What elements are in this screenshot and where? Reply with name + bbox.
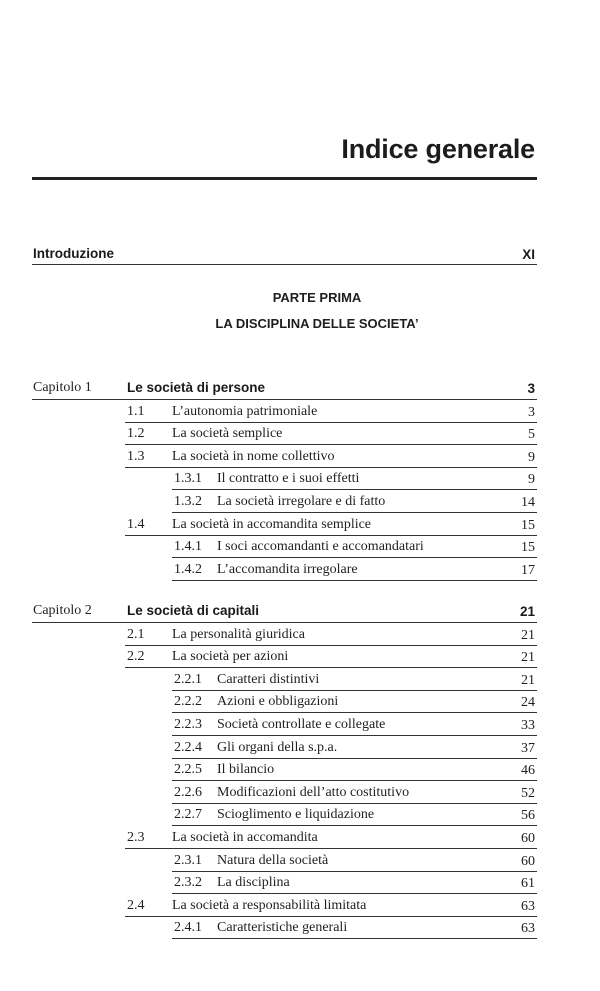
entry-title: Il bilancio xyxy=(217,762,275,778)
entry-page: 9 xyxy=(528,449,535,465)
entry-page: 3 xyxy=(528,404,535,420)
chapter-heading-row[interactable] xyxy=(32,377,537,400)
entry-number: 2.2.1 xyxy=(174,671,202,687)
toc-subsection-row[interactable] xyxy=(172,690,537,713)
entry-title: Società controllate e collegate xyxy=(217,717,386,732)
entry-page: 14 xyxy=(521,495,535,510)
toc-subsection-row[interactable] xyxy=(172,781,537,804)
toc-subsection-row[interactable] xyxy=(172,871,537,894)
entry-page: 61 xyxy=(521,876,535,892)
entry-title: La disciplina xyxy=(217,875,290,891)
toc-section-row[interactable] xyxy=(125,623,537,646)
entry-number: 2.2.7 xyxy=(174,807,202,823)
toc-introduction[interactable] xyxy=(32,244,537,265)
entry-page: 15 xyxy=(521,517,535,533)
entry-title: La società in nome collettivo xyxy=(172,448,335,464)
entry-number: 2.4 xyxy=(127,897,145,913)
toc-section-row[interactable] xyxy=(125,894,537,917)
entry-title: L’accomandita irregolare xyxy=(217,561,358,577)
entry-number: 1.4 xyxy=(127,516,145,532)
chapter-title: Le società di persone xyxy=(127,380,266,395)
entry-page: 63 xyxy=(521,898,535,914)
entry-page: 21 xyxy=(521,627,535,643)
entry-title: Caratteristiche generali xyxy=(217,920,348,936)
entry-number: 2.2 xyxy=(127,649,145,665)
entry-number: 1.4.1 xyxy=(174,539,202,555)
entry-page: 52 xyxy=(521,785,535,801)
entry-number: 2.2.6 xyxy=(174,784,202,800)
entry-page: 24 xyxy=(521,695,535,711)
toc-section-row[interactable] xyxy=(125,826,537,849)
entry-page: 17 xyxy=(521,562,535,578)
introduction-page: XI xyxy=(522,247,535,262)
toc-subsection-row[interactable] xyxy=(172,916,537,939)
entry-number: 2.3.2 xyxy=(174,875,202,891)
entry-number: 2.1 xyxy=(127,626,145,642)
toc-section-row[interactable] xyxy=(125,645,537,668)
part-label: PARTE PRIMA xyxy=(272,290,362,305)
entry-title: Scioglimento e liquidazione xyxy=(217,807,375,823)
entry-page: 15 xyxy=(521,540,535,556)
entry-title: Modificazioni dell’atto costitutivo xyxy=(217,784,410,800)
entry-page: 9 xyxy=(528,472,535,488)
entry-number: 2.2.2 xyxy=(174,694,202,710)
toc-subsection-row[interactable] xyxy=(172,803,537,826)
page-title: Indice generale xyxy=(341,134,535,164)
entry-title: Il contratto e i suoi effetti xyxy=(217,471,360,487)
entry-page: 21 xyxy=(521,672,535,688)
toc-subsection-row[interactable] xyxy=(172,736,537,759)
toc-subsection-row[interactable] xyxy=(172,713,537,736)
entry-number: 1.2 xyxy=(127,426,145,442)
toc-subsection-row[interactable] xyxy=(172,535,537,558)
entry-title: La personalità giuridica xyxy=(172,626,305,642)
toc-section-row[interactable] xyxy=(125,422,537,445)
title-rule xyxy=(32,177,537,180)
entry-number: 1.1 xyxy=(127,403,145,419)
entry-number: 2.4.1 xyxy=(174,920,202,936)
entry-number: 2.3.1 xyxy=(174,852,202,868)
entry-title: L’autonomia patrimoniale xyxy=(172,403,318,419)
entry-number: 1.3 xyxy=(127,448,145,464)
toc-subsection-row[interactable] xyxy=(172,849,537,872)
toc-subsection-row[interactable] xyxy=(172,558,537,581)
entry-title: Gli organi della s.p.a. xyxy=(217,739,338,755)
entry-number: 1.3.1 xyxy=(174,471,202,487)
toc-subsection-row[interactable] xyxy=(172,490,537,513)
chapter-heading-row[interactable] xyxy=(32,600,537,623)
entry-title: I soci accomandanti e accomandatari xyxy=(217,539,424,555)
entry-number: 2.2.5 xyxy=(174,762,202,778)
toc-subsection-row[interactable] xyxy=(172,758,537,781)
entry-number: 1.4.2 xyxy=(174,561,202,577)
introduction-label: Introduzione xyxy=(33,246,114,261)
entry-page: 60 xyxy=(521,831,535,846)
entry-title: Caratteri distintivi xyxy=(217,671,320,687)
entry-title: La società in accomandita semplice xyxy=(172,516,372,532)
entry-title: La società a responsabilità limitata xyxy=(172,897,367,913)
toc-subsection-row[interactable] xyxy=(172,467,537,490)
entry-title: La società per azioni xyxy=(172,649,289,665)
entry-page: 21 xyxy=(521,650,535,666)
toc-section-row[interactable] xyxy=(125,400,537,423)
part-subtitle: LA DISCIPLINA DELLE SOCIETA’ xyxy=(215,316,419,331)
toc-subsection-row[interactable] xyxy=(172,668,537,691)
entry-number: 1.3.2 xyxy=(174,494,202,509)
entry-number: 2.3 xyxy=(127,830,145,845)
toc-section-row[interactable] xyxy=(125,445,537,468)
entry-page: 33 xyxy=(521,718,535,733)
entry-page: 37 xyxy=(521,740,535,756)
entry-title: La società semplice xyxy=(172,426,283,442)
entry-title: La società irregolare e di fatto xyxy=(217,494,386,509)
chapter-page: 21 xyxy=(519,604,535,619)
entry-title: Azioni e obbligazioni xyxy=(217,694,339,710)
entry-number: 2.2.3 xyxy=(174,717,202,732)
entry-title: La società in accomandita xyxy=(172,830,318,845)
entry-page: 46 xyxy=(521,763,535,779)
chapter-page: 3 xyxy=(527,381,535,396)
chapter-label: Capitolo 2 xyxy=(33,603,92,618)
entry-page: 5 xyxy=(528,427,535,443)
chapter-label: Capitolo 1 xyxy=(33,380,92,395)
toc-section-row[interactable] xyxy=(125,513,537,536)
entry-number: 2.2.4 xyxy=(174,739,202,755)
entry-page: 63 xyxy=(521,921,535,937)
entry-title: Natura della società xyxy=(217,852,329,868)
entry-page: 60 xyxy=(521,853,535,869)
chapter-title: Le società di capitali xyxy=(127,603,260,618)
entry-page: 56 xyxy=(521,808,535,824)
